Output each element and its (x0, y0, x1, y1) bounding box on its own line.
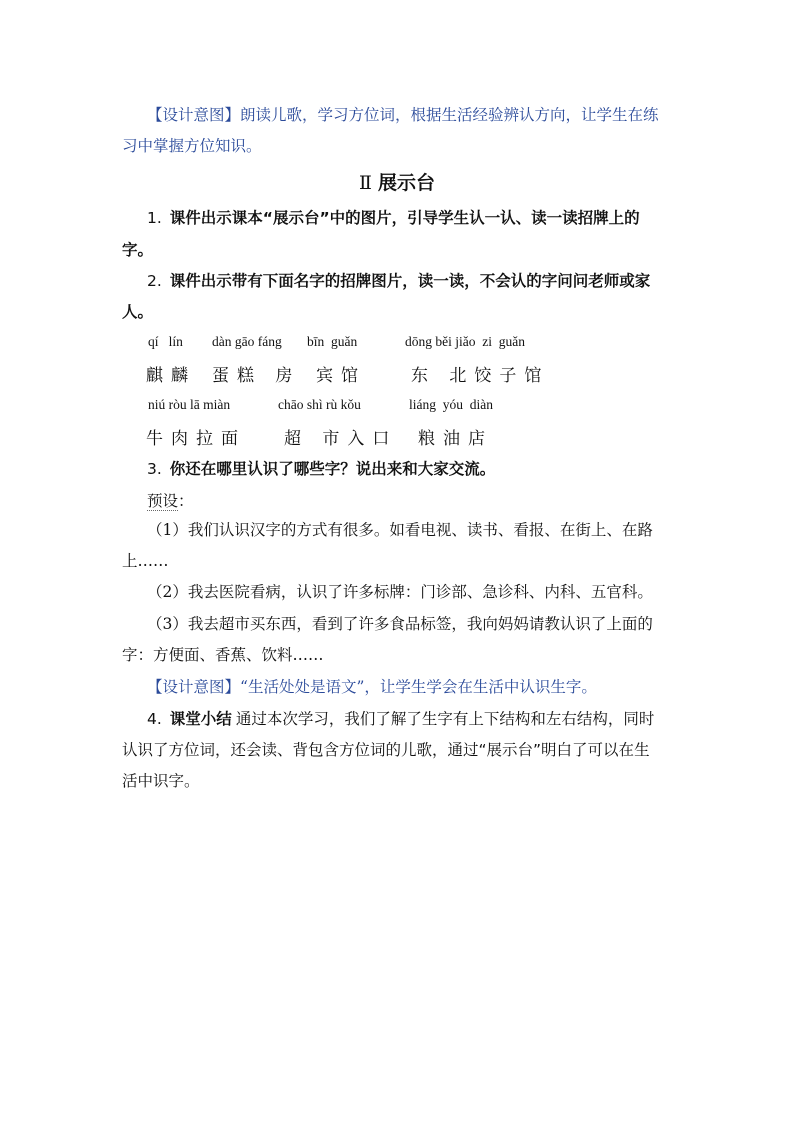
pinyin-qilin: qí lín (148, 334, 183, 349)
sign-binguan: 宾馆 (316, 366, 366, 386)
section-number: Ⅱ (359, 172, 372, 194)
pinyin-binguan: bīn guǎn (307, 334, 358, 349)
preset-item-3-line-2: 字：方便面、香蕉、饮料…… (122, 646, 324, 664)
sign-liangyoudian: 粮油店 (418, 429, 493, 449)
design-intent-2-tag: 【设计意图】 (147, 678, 241, 696)
step-3-number: 3. (147, 460, 162, 478)
design-intent-2-line (147, 675, 597, 697)
step-4-line-3: 活中识字。 (122, 772, 200, 790)
step-3-line (147, 457, 495, 479)
preset-item-3-line-1: （3）我去超市买东西，看到了许多食品标签，我向妈妈请教认识了上面的 (147, 615, 653, 633)
pinyin-niuroulamian: niú ròu lā miàn (148, 397, 231, 412)
pinyin-dongbeijiaoziguan: dōng běi jiǎo zi guǎn (405, 334, 525, 349)
step-4-text-1: 通过本次学习，我们了解了生字有上下结构和左右结构，同时 (235, 710, 655, 728)
preset-label-line (147, 489, 194, 511)
step-4-line-1 (147, 707, 654, 729)
step-2-number: 2. (147, 272, 162, 290)
design-intent-text: 朗读儿歌，学习方位词，根据生活经验辨认方向，让学生在练 (240, 106, 659, 124)
preset-colon: ： (178, 492, 194, 510)
step-4-number: 4. (147, 710, 162, 728)
design-intent-tag: 【设计意图】 (147, 106, 241, 124)
pinyin-dangaofang: dàn gāo fáng (212, 334, 282, 349)
step-3-text: 你还在哪里认识了哪些字？说出来和大家交流。 (169, 460, 496, 478)
pinyin-chaoshirukou: chāo shì rù kǒu (278, 397, 361, 412)
step-1-text: 课件出示课本“展示台”中的图片，引导学生认一认、读一读招牌上的 (169, 209, 640, 227)
step-4-label: 课堂小结 (169, 710, 232, 728)
preset-item-2: （2）我去医院看病，认识了许多标牌：门诊部、急诊科、内科、五官科。 (147, 583, 653, 601)
design-intent-2-text: “生活处处是语文”，让学生学会在生活中认识生字。 (240, 678, 597, 696)
step-1-line-1 (147, 206, 640, 228)
sign-niuroulamian: 牛肉拉面 (146, 429, 246, 449)
sign-chaoshirukou: 超 市入口 (284, 429, 398, 449)
design-intent-line-2: 习中掌握方位知识。 (122, 137, 262, 155)
preset-item-1-line-1: （1）我们认识汉字的方式有很多。如看电视、读书、看报、在街上、在路 (147, 521, 653, 539)
step-2-line-2: 人。 (122, 303, 154, 321)
step-4-line-2: 认识了方位词，还会读、背包含方位词的儿歌，通过“展示台”明白了可以在生 (122, 741, 650, 759)
step-1-line-2: 字。 (122, 241, 154, 259)
sign-dongbeijiaoziguan: 东 北饺子馆 (411, 366, 550, 386)
section-title-text: 展示台 (377, 172, 435, 194)
preset-item-1-line-2: 上…… (122, 552, 169, 570)
preset-label: 预设 (147, 492, 179, 510)
step-2-text: 课件出示带有下面名字的招牌图片，读一读，不会认的字问问老师或家 (169, 272, 651, 290)
sign-qilin: 麒麟 (146, 366, 196, 386)
pinyin-liangyoudian: liáng yóu diàn (409, 397, 493, 412)
section-title (0, 168, 794, 195)
sign-dangaofang: 蛋糕 房 (212, 366, 301, 386)
step-1-number: 1. (147, 209, 162, 227)
design-intent-line-1 (147, 103, 659, 125)
step-2-line-1 (147, 269, 650, 291)
